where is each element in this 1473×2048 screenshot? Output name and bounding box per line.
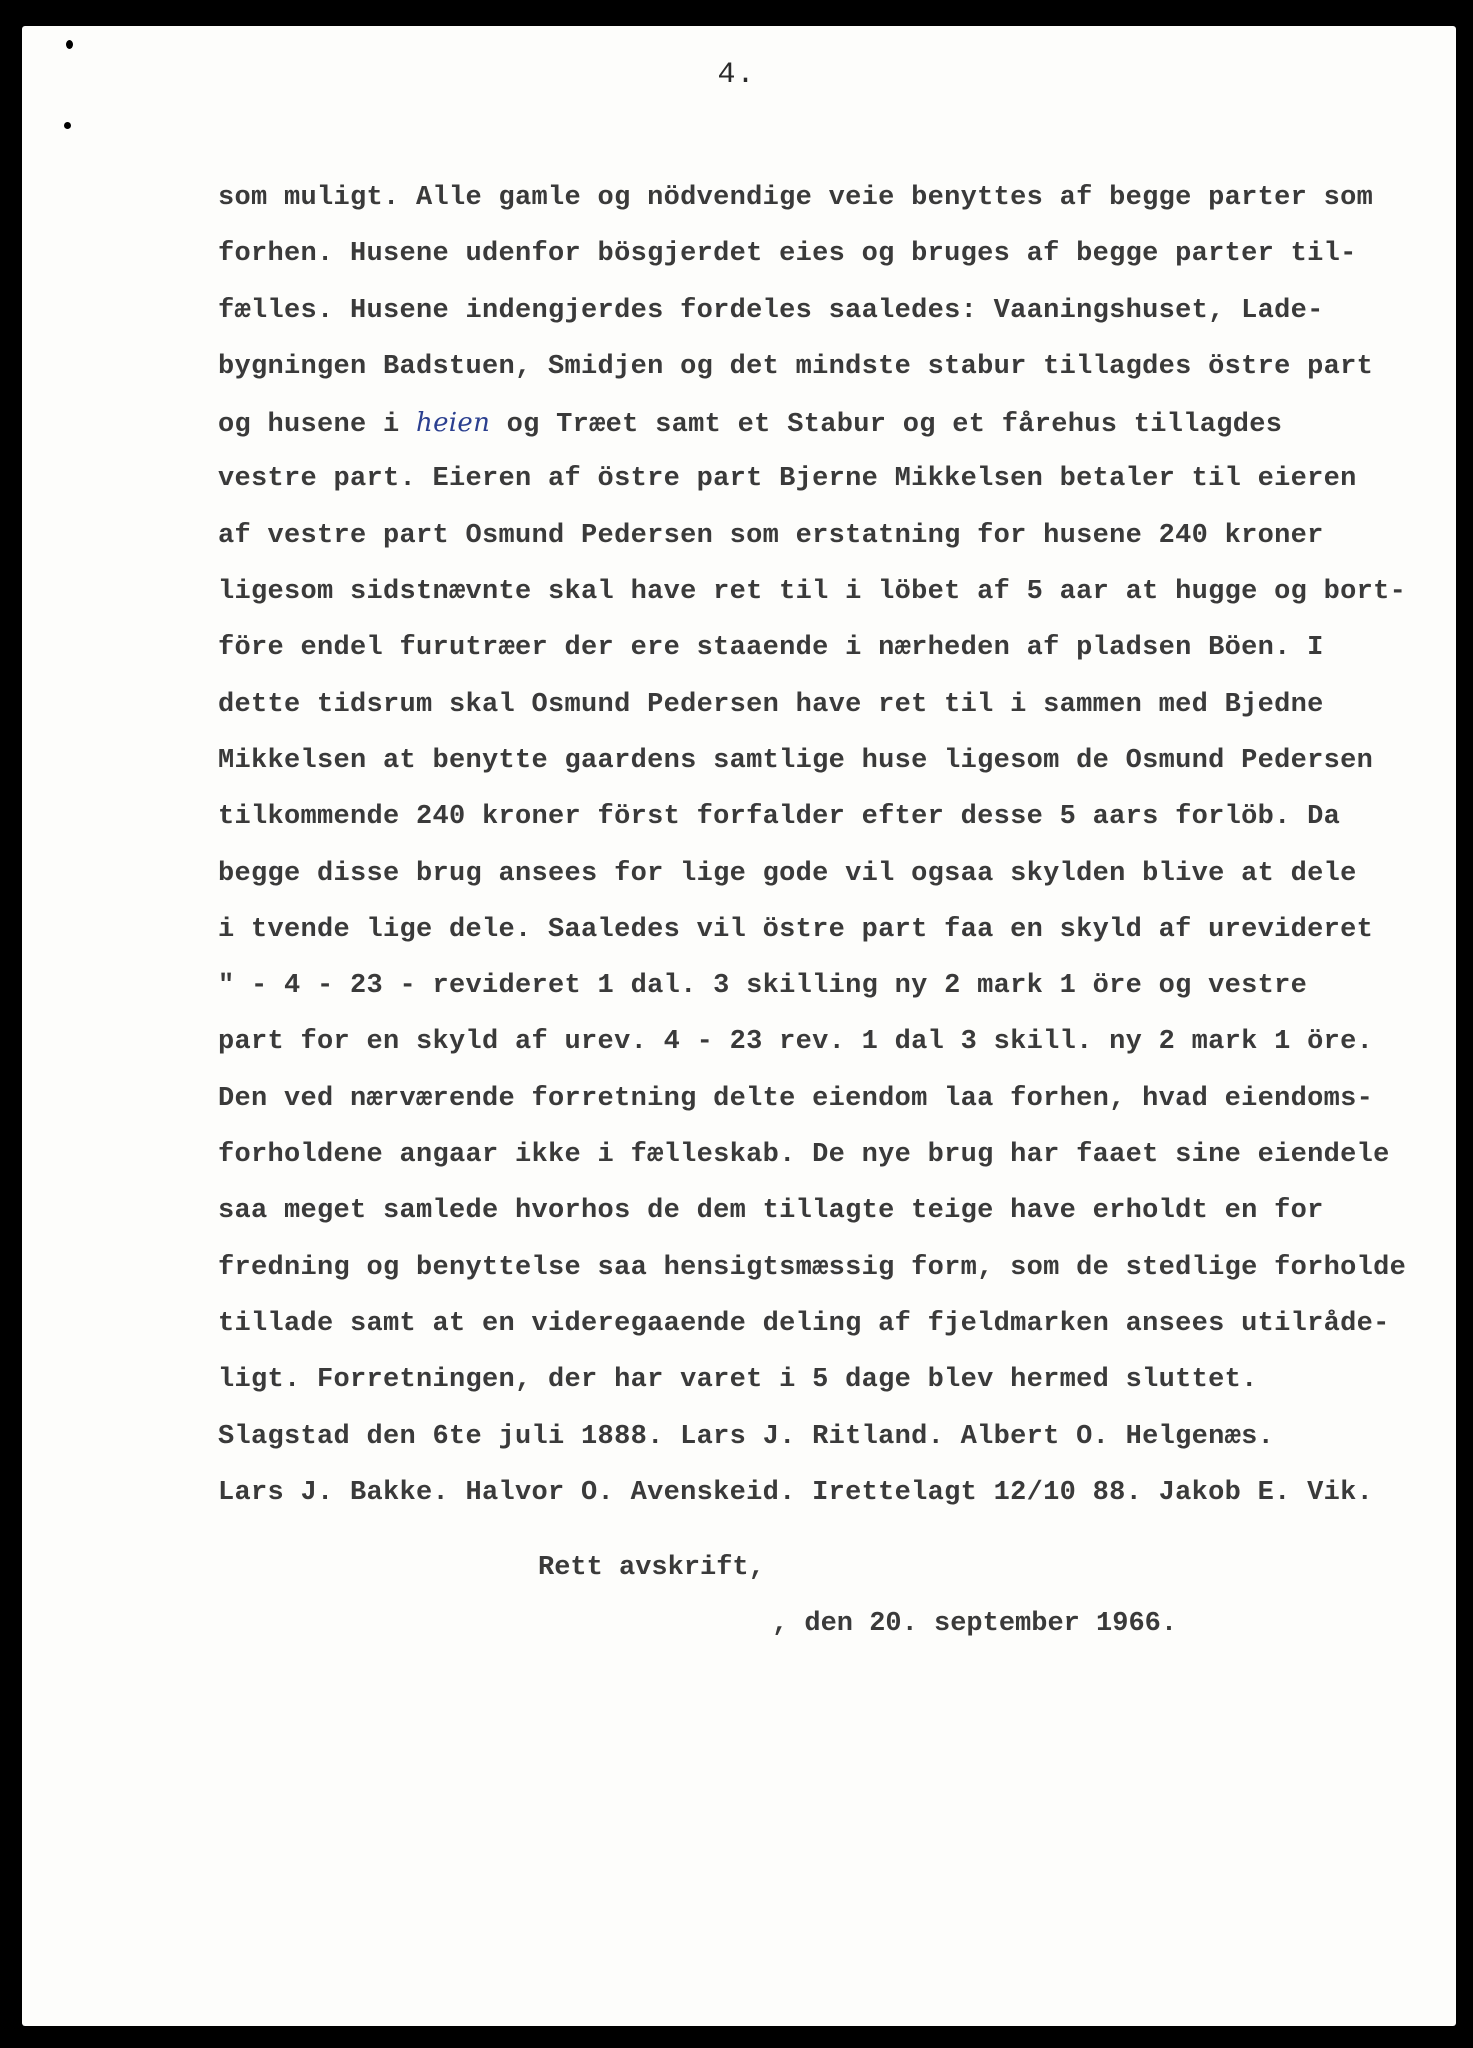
text-line-23: Slagstad den 6te juli 1888. Lars J. Ritland. Albert O. Helgenæs. — [218, 1421, 1275, 1452]
text-line-12: tilkommende 240 kroner först forfalder efter desse 5 aars forlöb. Da — [218, 802, 1341, 833]
text-line-20: fredning og benyttelse saa hensigtsmæssig form, som de stedlige forholde — [218, 1252, 1407, 1283]
text-line-21: tillade samt at en videregaaende deling af fjeldmarken ansees utilråde- — [218, 1308, 1390, 1339]
text-line-19: saa meget samlede hvorhos de dem tillagte teige have erholdt en for — [218, 1196, 1324, 1227]
text-line-5-end: og Træet samt et Stabur og et fårehus tillagdes — [490, 410, 1283, 441]
document-body — [218, 170, 1453, 1521]
text-line-14: i tvende lige dele. Saaledes vil östre part faa en skyld af urevideret — [218, 914, 1374, 945]
text-line-4: bygningen Badstuen, Smidjen og det mindste stabur tillagdes östre part — [218, 351, 1374, 382]
text-line-22: ligt. Forretningen, der har varet i 5 dage blev hermed sluttet. — [218, 1365, 1258, 1396]
text-line-7: af vestre part Osmund Pedersen som erstatning for husene 240 kroner — [218, 520, 1324, 551]
text-line-8: ligesom sidstnævnte skal have ret til i löbet af 5 aar at hugge og bort- — [218, 577, 1407, 608]
certification-text: Rett avskrift, — [538, 1553, 765, 1583]
text-line-24: Lars J. Bakke. Halvor O. Avenskeid. Irettelagt 12/10 88. Jakob E. Vik. — [218, 1477, 1374, 1508]
text-line-17: Den ved nærværende forretning delte eiendom laa forhen, hvad eiendoms- — [218, 1083, 1374, 1114]
text-line-11: Mikkelsen at benytte gaardens samtlige huse ligesom de Osmund Pedersen — [218, 745, 1374, 776]
text-line-5-start: og husene i — [218, 410, 417, 441]
page-number: 4. — [717, 58, 756, 92]
text-line-10: dette tidsrum skal Osmund Pedersen have ret til i sammen med Bjedne — [218, 689, 1324, 720]
text-line-9: före endel furutræer der ere staaende i nærheden af pladsen Böen. I — [218, 633, 1324, 664]
text-line-2: forhen. Husene udenfor bösgjerdet eies og bruges af begge parter til- — [218, 239, 1357, 270]
text-line-16: part for en skyld af urev. 4 - 23 rev. 1 dal 3 skill. ny 2 mark 1 öre. — [218, 1027, 1374, 1058]
text-line-18: forholdene angaar ikke i fælleskab. De nye brug har faaet sine eiendele — [218, 1140, 1390, 1171]
text-line-5 — [218, 395, 1453, 451]
margin-mark-top — [66, 40, 73, 49]
text-line-15: " - 4 - 23 - revideret 1 dal. 3 skilling ny 2 mark 1 öre og vestre — [218, 971, 1308, 1002]
text-line-6: vestre part. Eieren af östre part Bjerne Mikkelsen betaler til eieren — [218, 464, 1357, 495]
text-line-1: som muligt. Alle gamle og nödvendige veie benyttes af begge parter som — [218, 183, 1374, 213]
certification-date: , den 20. september 1966. — [772, 1609, 1178, 1639]
text-line-13: begge disse brug ansees for lige gode vil ogsaa skylden blive at dele — [218, 858, 1357, 889]
text-line-3: fælles. Husene indengjerdes fordeles saaledes: Vaaningshuset, Lade- — [218, 295, 1324, 326]
margin-mark-bottom — [64, 122, 71, 129]
handwritten-insertion: heien — [416, 408, 491, 439]
